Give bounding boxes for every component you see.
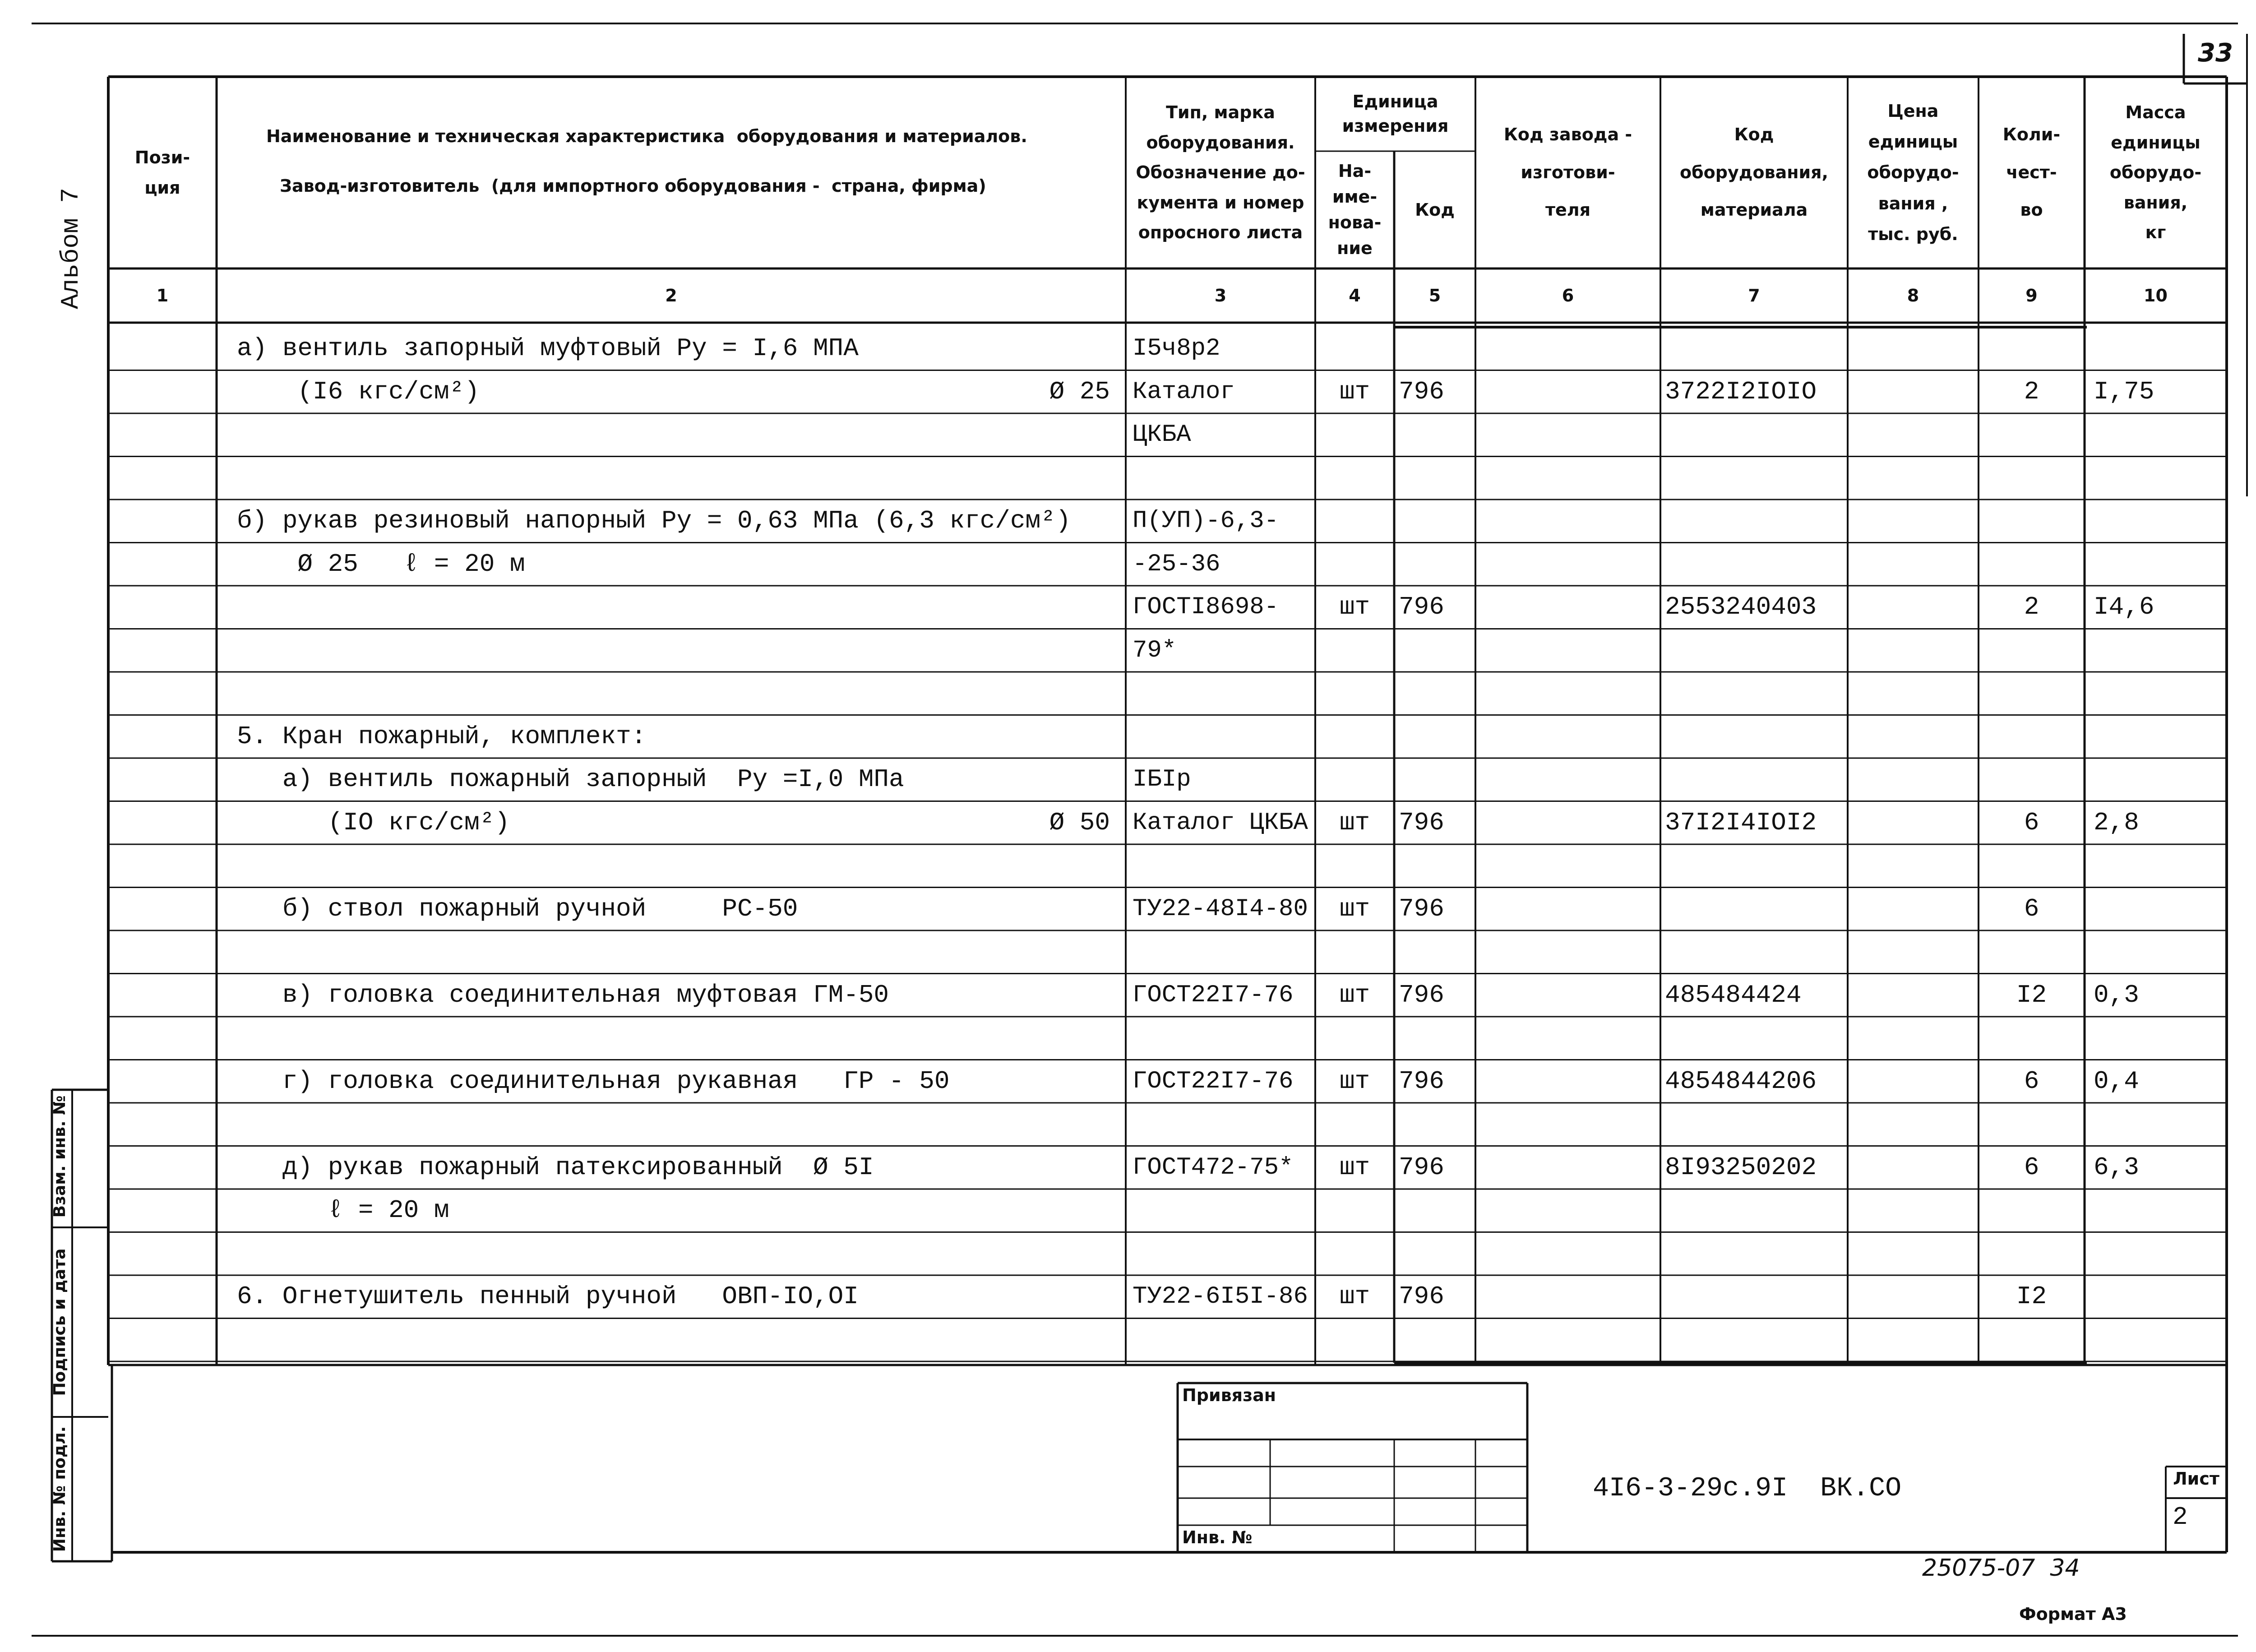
header-name [217,77,1126,268]
column-number: 4 [1349,286,1361,305]
cell-c2: а) вентиль пожарный запорный Ру =I,0 МПа [237,765,904,794]
column-number: 6 [1562,286,1574,305]
cell-c10: 0,4 [2094,1066,2139,1096]
column-number: 3 [1214,286,1227,305]
cell-c3: Каталог ЦКБА [1133,809,1308,837]
cell-c3: ГОСТI8698- [1133,593,1279,621]
cell-c7: 2553240403 [1665,592,1817,621]
cell-c3: ГОСТ22I7-76 [1133,981,1294,1009]
side-stamp-signature-date: Подпись и дата [51,1248,69,1396]
cell-c9: 6 [2024,1066,2039,1096]
cell-c2: б) ствол пожарный ручной РС-50 [237,894,798,923]
header-unit-group: Единица измерения [1342,92,1449,136]
header-name-line1: Наименование и техническая характеристика оборудования и материалов. [266,126,1027,146]
cell-c2: (I6 кгс/см²) [237,377,480,406]
cell-c5: 796 [1399,1066,1444,1096]
cell-c3: ГОСТ472-75* [1133,1153,1294,1181]
album-label: Альбом 7 [56,188,85,309]
cell-c3: 79* [1133,636,1177,664]
header-equipment-code: Код оборудования, материала [1680,125,1828,220]
cell-c3: -25-36 [1133,550,1220,578]
cell-c3: Каталог [1133,378,1235,406]
cell-c4: шт [1339,592,1370,621]
cell-c9: 6 [2024,1152,2039,1182]
cell-c5: 796 [1399,980,1444,1009]
cell-c10: 6,3 [2094,1152,2139,1182]
document-designation: 4I6-3-29с.9I ВК.СО [1593,1473,1902,1504]
side-stamp-original-inv: Инв. № подл. [51,1426,69,1552]
column-number: 5 [1428,286,1441,305]
cell-c9: 6 [2024,894,2039,923]
cell-c7: 8I93250202 [1665,1152,1817,1182]
stamp-inv-label: Инв. № [1182,1527,1253,1547]
column-number: 10 [2144,286,2168,305]
cell-c4: шт [1339,1066,1370,1096]
cell-c3: ТУ22-6I5I-86 [1133,1283,1308,1310]
cell-c2: в) головка соединительная муфтовая ГМ-50 [237,980,889,1009]
column-number: 2 [665,286,677,305]
cell-c4: шт [1339,1152,1370,1182]
cell-c9: 2 [2024,377,2039,406]
side-stamp-replaced-inv: Взам. инв. № [51,1095,69,1218]
cell-c2: д) рукав пожарный патексированный Ø 5I [237,1152,874,1182]
cell-c10: I4,6 [2094,592,2154,621]
header-type: Тип, марка оборудования. Обозначение до- кумента и номер опросного листа [1136,102,1305,243]
cell-c2: а) вентиль запорный муфтовый Ру = I,6 МПА [237,334,859,363]
cell-c5: 796 [1399,592,1444,621]
cell-c3: ЦКБА [1133,421,1191,449]
cell-c7: 485484424 [1665,980,1802,1009]
cell-c5: 796 [1399,808,1444,837]
cell-c7: 37I2I4IOI2 [1665,808,1817,837]
cell-c2: Ø 25 ℓ = 20 м [237,549,525,578]
format-label: Формат А3 [2019,1604,2127,1624]
cell-c7: 4854844206 [1665,1066,1817,1096]
cell-c5: 796 [1399,1282,1444,1311]
cell-c10: 0,3 [2094,980,2139,1009]
header-quantity: Коли- чест- во [2002,125,2061,220]
cell-c2r: Ø 50 [1049,808,1110,837]
cell-c9: I2 [2016,1282,2047,1311]
cell-c2r: Ø 25 [1049,377,1110,406]
cell-c7: 3722I2IOIO [1665,377,1817,406]
header-price: Цена единицы оборудо- вания , тыс. руб. [1867,101,1959,245]
column-number: 8 [1907,286,1919,305]
stamp-bound-label: Привязан [1182,1385,1276,1405]
cell-c2: 6. Огнетушитель пенный ручной ОВП-IO,OI [237,1282,859,1311]
cell-c5: 796 [1399,1152,1444,1182]
cell-c3: IБIр [1133,766,1191,793]
cell-c2: ℓ = 20 м [237,1196,449,1225]
cell-c10: 2,8 [2094,808,2139,837]
cell-c3: П(УП)-6,3- [1133,507,1279,535]
cell-c5: 796 [1399,894,1444,923]
header-name-line2: Завод-изготовитель (для импортного оборудования - страна, фирма) [280,176,986,196]
cell-c3: ТУ22-48I4-80 [1133,895,1308,923]
cell-c9: 6 [2024,808,2039,837]
cell-c4: шт [1339,1282,1370,1311]
header-unit-name: На- име- нова- ние [1328,161,1382,258]
header-mass: Масса единицы оборудо- вания, кг [2109,102,2202,243]
header-position: Пози- ция [134,148,190,198]
cell-c2: б) рукав резиновый напорный Ру = 0,63 МПа (6,3 кгс/см²) [237,506,1071,535]
cell-c5: 796 [1399,377,1444,406]
cell-c2: 5. Кран пожарный, комплект: [237,722,647,751]
header-unit-code: Код [1415,199,1455,220]
cell-c9: 2 [2024,592,2039,621]
cell-c2: г) головка соединительная рукавная ГР - 50 [237,1066,950,1096]
sheet-number: 33 [2198,38,2233,68]
cell-c3: ГОСТ22I7-76 [1133,1067,1294,1095]
cell-c4: шт [1339,808,1370,837]
cell-c3: I5ч8р2 [1133,335,1220,362]
cell-c4: шт [1339,980,1370,1009]
sheet-value: 2 [2173,1503,2188,1532]
column-number: 7 [1748,286,1760,305]
handwritten-note: 25075-07 34 [1922,1555,2080,1582]
cell-c9: I2 [2016,980,2047,1009]
sheet-label: Лист [2173,1469,2219,1489]
cell-c2: (IO кгс/см²) [237,808,510,837]
column-number: 9 [2025,286,2038,305]
cell-c4: шт [1339,894,1370,923]
header-manufacturer-code: Код завода - изготови- теля [1503,125,1632,220]
cell-c4: шт [1339,377,1370,406]
cell-c10: I,75 [2094,377,2154,406]
column-number: 1 [156,286,169,305]
